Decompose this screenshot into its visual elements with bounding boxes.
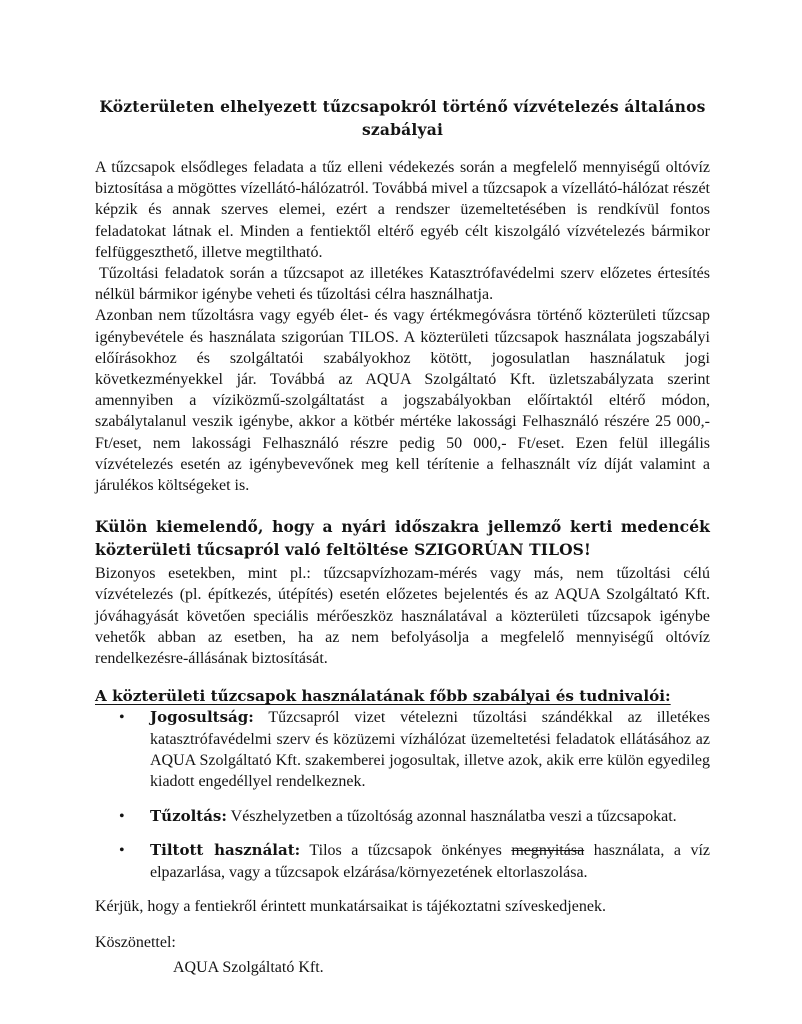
rules-heading: A közterületi tűzcsapok használatának főbb szabályai és tudnivalói: [95,687,671,706]
prohibition-paragraph: Azonban nem tűzoltásra vagy egyéb élet- és vagy értékmegóvásra történő közterületi tűzcsap igénybevétele és használata szigorúan TILOS. A közterületi tűzcsapok használata jogszabályi előírásokhoz és szolgáltatói szabályokhoz kötött, jogosulatlan használatuk jogi következményekkel jár. Továbbá az AQUA Szolgáltató Kft. üzletszabályzata szerint amennyiben a víziközmű-szolgáltatást a jogszabályokban előírtaktól eltérő módon, szabálytalanul veszik igénybe, akkor a kötbér mértéke lakossági Felhasználó részére 25 000,- Ft/eset, nem lakossági Felhasználó részre pedig 50 000,- Ft/eset. Ezen felül illegális vízvételezés esetén az igénybevevőnek meg kell térítenie a felhasznált víz díját valamint a járulékos költségeket is. [95,307,710,495]
document-title [95,95,710,141]
rule-label-tuzoltas: Tűzoltás: [150,806,227,825]
closing-thanks: Köszönettel: [95,934,176,952]
closing-request: Kérjük, hogy a fentiekről érintett munkatársaikat is tájékoztatni szíveskedjenek. [95,898,606,916]
rule-text-jogosultsag: Tűzcsapról vizet vételezni tűzoltási szándékkal az illetékes katasztrófavédelmi szerv és közüzemi vízhálózat üzemeltetési feladatok ellátásához az AQUA Szolgáltató Kft. szakemberei jogosultak, illetve azok, akik erre külön egyedileg kiadott engedéllyel rendelkeznek. [150,709,710,791]
document-title-line1: Közterületen elhelyezett tűzcsapokról történő vízvételezés általános [99,97,706,116]
rule-text-tiltott-after: használata, a víz elpazarlása, vagy a tűzcsapok elzárása/környezetének eltorlaszolása. [150,842,711,881]
highlight-paragraph: Bizonyos esetekben, mint pl.: tűzcsapvízhozam-mérés vagy más, nem tűzoltási célú vízvételezés (pl. építkezés, útépítés) esetén előzetes bejelentés és az AQUA Szolgáltató Kft. jóváhagyását követően speciális mérőeszköz használatával a közterületi tűzcsapok igénybe vehetők abban az esetben, ha az nem befolyásolja a megfelelő mennyiségű oltóvíz rendelkezésre-állásának biztosítását. [95,565,710,668]
closing-signature: AQUA Szolgáltató Kft. [173,958,324,976]
rules-list-item-tuzoltas [150,806,710,827]
rule-label-tiltott-hasznalat: Tiltott használat: [150,841,301,860]
document-title-line2: szabályai [361,120,444,139]
rule-text-tiltott-before: Tilos a tűzcsapok önkényes [309,842,502,860]
rule-text-struck-word: megnyitása [511,842,585,860]
rules-list [95,707,710,883]
rules-list-item-jogosultsag [150,707,710,793]
intro-paragraph-2: Tűzoltási feladatok során a tűzcsapot az illetékes Katasztrófavédelmi szerv előzetes értesítés nélkül bármikor igénybe veheti és tűzoltási célra használhatja. [95,265,710,304]
intro-paragraph-1: A tűzcsapok elsődleges feladata a tűz elleni védekezés során a megfelelő mennyiségű oltóvíz biztosítása a mögöttes vízellátó-hálózatról. Továbbá mivel a tűzcsapok a vízellátó-hálózat részét képzik és annak szerves elemei, ezért a rendszer üzemeltetésében is rendkívül fontos feladatokat látnak el. Minden a fentiektől eltérő egyéb célt kiszolgáló vízvételezés bármikor felfüggeszthető, illetve megtiltható. [95,159,710,261]
highlight-heading: Külön kiemelendő, hogy a nyári időszakra jellemző kerti medencék közterületi tűcsapról való feltöltése SZIGORÚAN TILOS! [95,517,710,560]
rule-label-jogosultsag: Jogosultság: [150,708,254,727]
rules-list-item-tiltott-hasznalat [150,840,710,883]
rule-text-tuzoltas: Vészhelyzetben a tűzoltóság azonnal használatba veszi a tűzcsapokat. [230,807,677,825]
